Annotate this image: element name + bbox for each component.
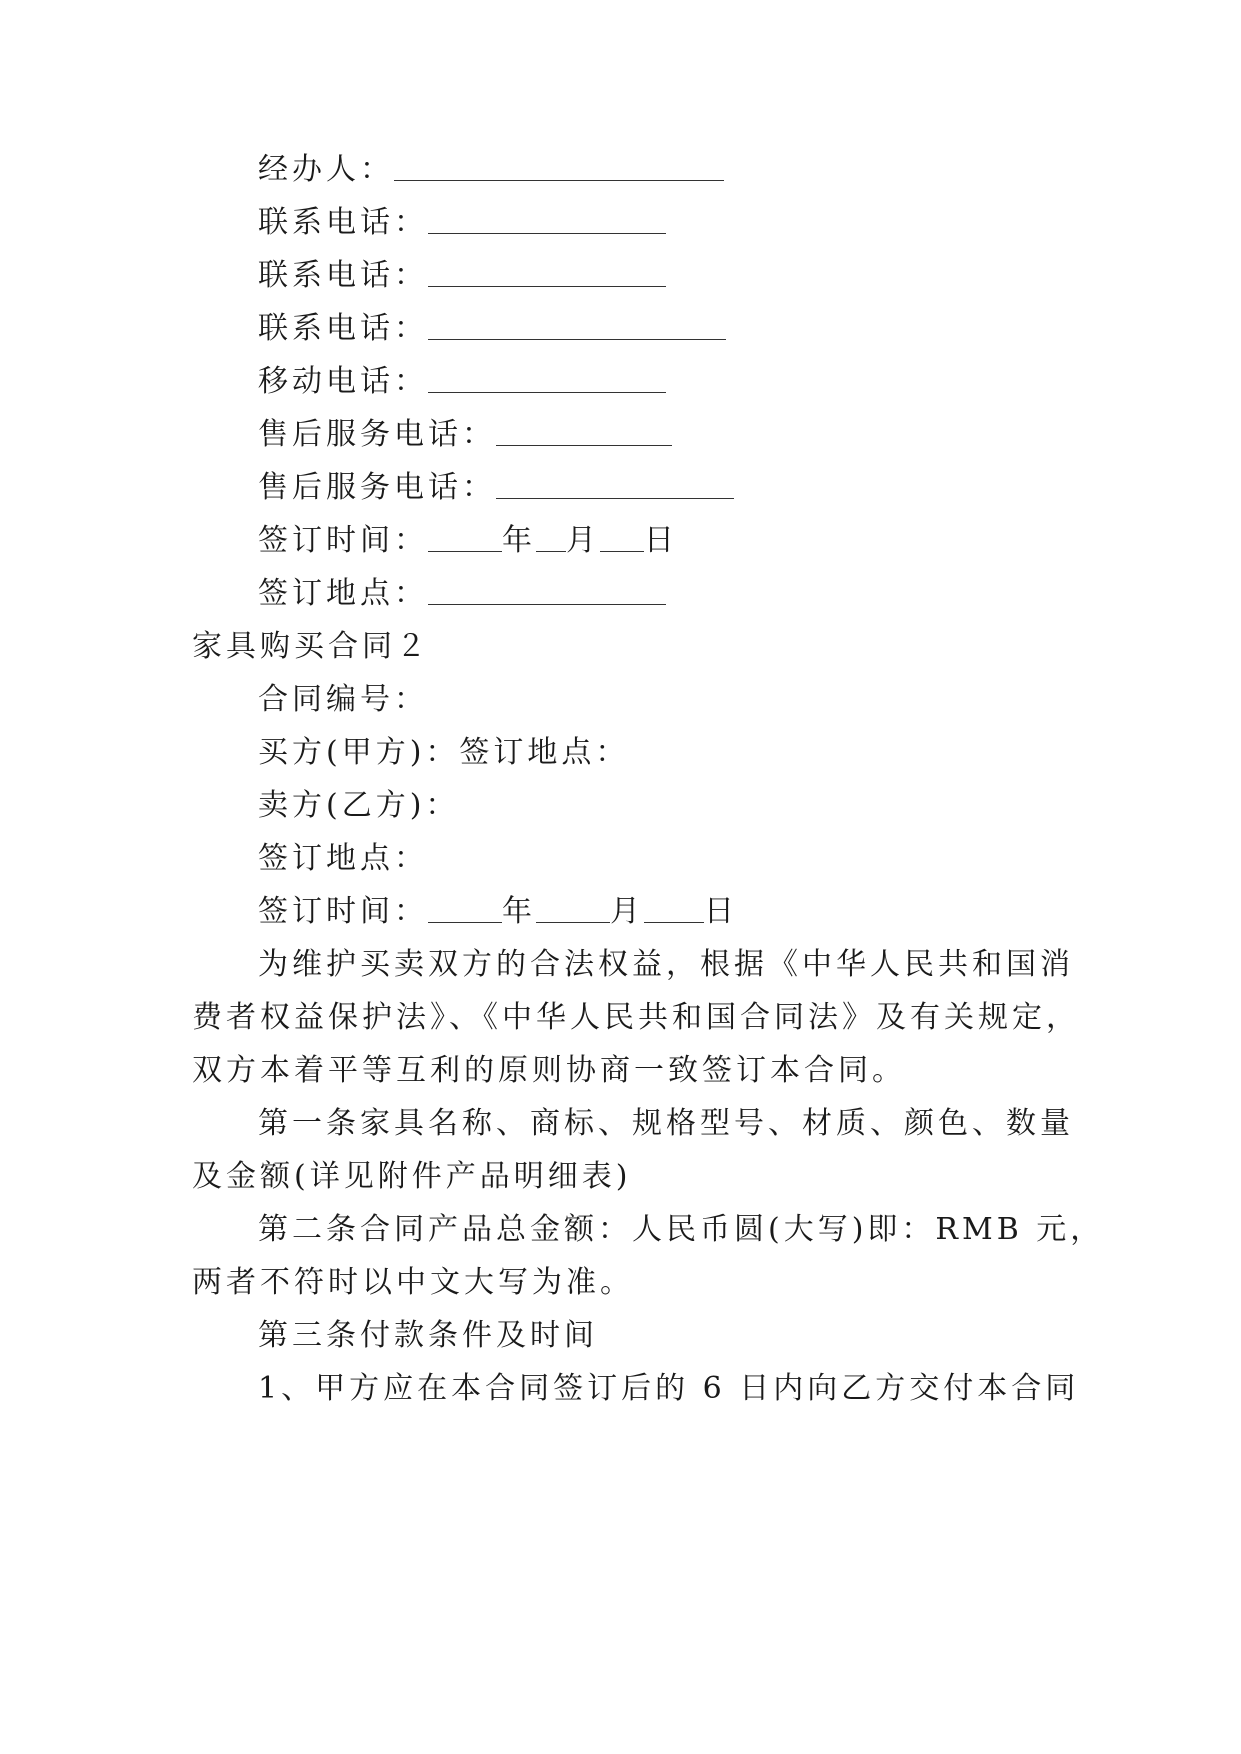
phone-line-3 — [258, 309, 1138, 349]
phone-line-2 — [258, 256, 1138, 296]
phone-line-1 — [258, 203, 1138, 243]
phone-blank-3 — [428, 313, 726, 340]
sign-time-label-1: 签订时间： — [258, 523, 428, 558]
handler-blank — [394, 154, 724, 181]
month-blank-2 — [536, 896, 610, 923]
year-label-2: 年 — [502, 894, 536, 929]
month-blank-1 — [536, 525, 566, 552]
article-3-item-1: 1、甲方应在本合同签订后的 6 日内向乙方交付本合同 — [258, 1371, 1080, 1406]
year-label-1: 年 — [502, 523, 536, 558]
intro-line-2: 费者权益保护法》、《中华人民共和国合同法》及有关规定， — [192, 1000, 1080, 1035]
aftersale-line-1 — [258, 415, 1138, 455]
mobile-line — [258, 362, 1138, 402]
day-label-2: 日 — [704, 894, 738, 929]
sign-place-line-1 — [258, 574, 1138, 614]
handler-label: 经办人： — [258, 152, 394, 187]
seller-line: 卖方(乙方)： — [258, 788, 460, 823]
buyer-line: 买方(甲方)：签订地点： — [258, 735, 630, 770]
month-label-1: 月 — [566, 523, 600, 558]
article-1-line-1: 第一条家具名称、商标、规格型号、材质、颜色、数量 — [258, 1106, 1074, 1141]
handler-line — [258, 150, 1138, 190]
intro-line-3: 双方本着平等互利的原则协商一致签订本合同。 — [192, 1053, 906, 1088]
day-blank-2 — [644, 896, 704, 923]
aftersale-label-1: 售后服务电话： — [258, 417, 496, 452]
phone-blank-1 — [428, 207, 666, 234]
day-blank-1 — [600, 525, 644, 552]
year-blank-2 — [428, 896, 502, 923]
sign-time-line-1 — [258, 521, 1138, 561]
aftersale-blank-2 — [496, 472, 734, 499]
mobile-label: 移动电话： — [258, 364, 428, 399]
year-blank-1 — [428, 525, 502, 552]
contract-number-label: 合同编号： — [258, 682, 428, 717]
phone-label-1: 联系电话： — [258, 205, 428, 240]
mobile-blank — [428, 366, 666, 393]
contract-2-title: 家具购买合同２ — [192, 629, 430, 664]
article-2-line-2: 两者不符时以中文大写为准。 — [192, 1265, 634, 1300]
sign-place-line-2: 签订地点： — [258, 841, 428, 876]
sign-time-label-2: 签订时间： — [258, 894, 428, 929]
month-label-2: 月 — [610, 894, 644, 929]
article-1-line-2: 及金额(详见附件产品明细表) — [192, 1159, 632, 1194]
aftersale-label-2: 售后服务电话： — [258, 470, 496, 505]
sign-place-blank-1 — [428, 578, 666, 605]
phone-label-3: 联系电话： — [258, 311, 428, 346]
aftersale-blank-1 — [496, 419, 672, 446]
sign-time-line-2 — [258, 892, 1138, 932]
phone-label-2: 联系电话： — [258, 258, 428, 293]
day-label-1: 日 — [644, 523, 678, 558]
aftersale-line-2 — [258, 468, 1138, 508]
intro-line-1: 为维护买卖双方的合法权益，根据《中华人民共和国消 — [258, 947, 1074, 982]
article-3-heading: 第三条付款条件及时间 — [258, 1318, 598, 1353]
article-2-line-1: 第二条合同产品总金额：人民币圆(大写)即：RMB 元， — [258, 1212, 1105, 1247]
phone-blank-2 — [428, 260, 666, 287]
sign-place-label-1: 签订地点： — [258, 576, 428, 611]
